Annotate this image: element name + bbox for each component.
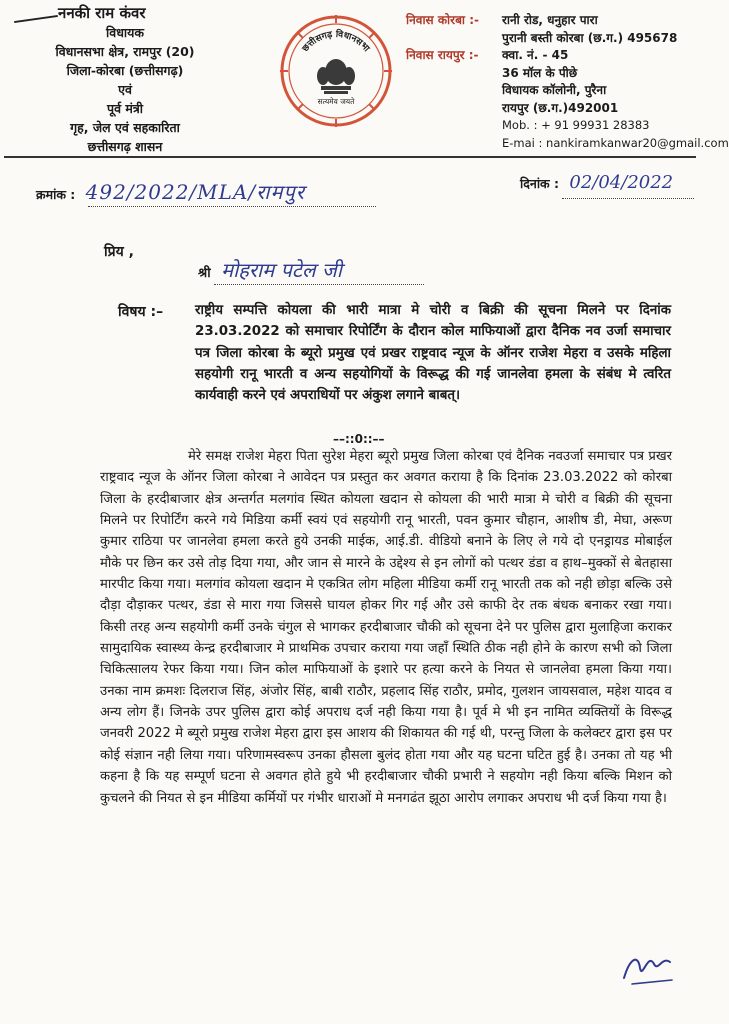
- date-dotted-line: [562, 198, 694, 199]
- sender-line: गृह, जेल एवं सहकारिता: [70, 120, 180, 135]
- date-label: दिनांक :: [520, 176, 560, 191]
- signature-icon: [618, 944, 678, 990]
- sender-line: पूर्व मंत्री: [106, 101, 143, 116]
- seal-motto: सत्यमेव जयते: [317, 97, 355, 106]
- sender-name: ननकी राम कंवर: [58, 4, 146, 22]
- sender-line: विधानसभा क्षेत्र, रामपुर (20): [55, 44, 195, 59]
- assembly-seal-icon: [277, 12, 395, 130]
- korba-address-line: पुरानी बस्ती कोरबा (छ.ग.) 495678: [502, 30, 678, 45]
- korba-address-line: रानी रोड, धनुहार पारा: [502, 13, 598, 27]
- mobile-number: Mob. : + 91 99931 28383: [502, 118, 650, 132]
- sender-line: एवं: [118, 82, 132, 97]
- raipur-address-line: रायपुर (छ.ग.)492001: [502, 100, 619, 115]
- raipur-address-line: 36 मॉल के पीछे: [502, 65, 578, 80]
- sender-line: छत्तीसगढ़ शासन: [87, 139, 163, 154]
- section-divider: ––::0::––: [333, 432, 385, 446]
- subject-label: विषय :–: [118, 304, 164, 320]
- reference-label: क्रमांक :: [36, 187, 76, 202]
- sender-line: विधायक: [106, 25, 144, 40]
- letter-body: मेरे समक्ष राजेश मेहरा पिता सुरेश मेहरा ब्यूरो प्रमुख जिला कोरबा एवं दैनिक नवउर्जा समाचार पत्र प्रखर राष्ट्रवाद न्यूज के ऑनर जिला कोरबा ने आवेदन पत्र प्रस्तुत कर अवगत कराया है कि दिनांक 23.03.2022 को कोरबा जिला के हरदीबाजार क्षेत्र अन्तर्गत मलगांव स्थित कोयला खदान से कोयला की भारी मात्रा मे चोरी व बिक्री की सूचना मिलने पर रिपोर्टिंग करने गये मिडिया कर्मी स्वयं एवं सहयोगी रानू भारती, पवन कुमार चौहान, आशीष डी, मेघा, अरूण कुमार राठिया पर जानलेवा हमला करते हुये उनकी माईक, आई.डी. वीडियो बनाने के लिए ले गये दो एनड्रायड मोबाईल मौके पर छिन कर उसे तोड़ दिया गया, और जान से मारने के उद्देश्य से इन लोगों को पत्थर डंडा व हाथ–मुक्कों से बेतहासा मारपीट किया गया। मलगांव कोयला खदान मे एकत्रित लोग महिला मीडिया कर्मी रानू भारती तक को नही छोड़ा बल्कि उसे दौड़ा दौड़ाकर पत्थर, डंडा से मारा गया जिससे घायल होकर गिर गई और उसे काफी देर तक बंधक बनाकर रखा गया। किसी तरह अन्य सहयोगी कर्मी उनके चंगुल से भागकर हरदीबाजार चौकी को सूचना देने पर पुलिस द्वारा मुलाहिजा कराकर सामुदायिक स्वास्थ्य केन्द्र हरदीबाजार मे प्राथमिक उपचार कराया गया जहाँ स्थिति ठीक नही होने के कारण सभी को जिला चिकित्सालय रेफर किया गया। जिन कोल माफियाओं के इशारे पर हत्या करने के नियत से जानलेवा हमला किया गया। उनका नाम क्रमशः दिलराज सिंह, अंजोर सिंह, बाबी राठौर, प्रहलाद सिंह राठौर, प्रमोद, गुलशन जायसवाल, महेश यादव व अन्य लोग हैं। जिनके उपर पुलिस द्वारा कोई अपराध दर्ज नही किया गया है। पूर्व मे भी इन नामित व्यक्तियों के विरूद्ध जनवरी 2022 मे ब्यूरो प्रमुख राजेश मेहरा द्वारा इस आशय की शिकायत की गई थी, परन्तु जिला के कलेक्टर द्वारा इस पर कोई संज्ञान नही लिया गया। परिणामस्वरूप उनका हौसला बुलंद होता गया और यह घटना घटित हुई है। उनका तो यह भी कहना है कि यह सम्पूर्ण घटना से अवगत होते हुये भी हरदीबाजार चौकी प्रभारी ने सहयोग नही किया बल्कि मिशन को कुचलने की नियत से इन मीडिया कर्मियों पर गंभीर धाराओं मे मनगढंत झूठा आरोप लगाकर अपराध भी दर्ज किया गया है।: [100, 449, 672, 806]
- raipur-address-line: विधायक कॉलोनी, पुरैना: [502, 83, 607, 97]
- raipur-address-line: क्वा. नं. - 45: [502, 48, 569, 62]
- sender-block: [20, 4, 230, 156]
- raipur-residence-label: निवास रायपुर :-: [406, 48, 479, 62]
- letter-date: [520, 172, 673, 193]
- date-value: 02/04/2022: [569, 172, 674, 193]
- addressee-name: मोहराम पटेल जी: [221, 258, 342, 282]
- addressee-dotted-line: [214, 284, 424, 285]
- korba-residence-label: निवास कोरबा :-: [406, 13, 479, 27]
- address-block: [406, 12, 729, 152]
- header-rule: [4, 156, 696, 158]
- addressee-prefix: श्री: [198, 266, 211, 281]
- reference-number: [36, 178, 305, 205]
- addressee: [198, 256, 342, 283]
- reference-dotted-line: [88, 206, 376, 207]
- sender-line: जिला-कोरबा (छत्तीसगढ़): [66, 63, 184, 78]
- seal-arc-text: छत्तीसगढ़ विधानसभा: [300, 29, 372, 54]
- salutation: प्रिय ,: [104, 244, 134, 260]
- subject-text: राष्ट्रीय सम्पत्ति कोयला की भारी मात्रा मे चोरी व बिक्री की सूचना मिलने पर दिनांक 23.03.2022 को समाचार रिपोर्टिंग के दौरान कोल माफियाओं द्वारा दैनिक नव उर्जा समाचार पत्र जिला कोरबा के ब्यूरो प्रमुख एवं प्रखर राष्ट्रवाद न्यूज के ऑनर राजेश मेहरा व उसके महिला सहयोगी रानू भारती व अन्य सहयोगियों के विरूद्ध की गई जानलेवा हमला के संबंध मे त्वरित कार्यवाही करने एवं अपराधियों पर अंकुश लगाने बाबत्।: [195, 303, 671, 404]
- email-address: E-mai : nankiramkanwar20@gmail.com: [502, 135, 729, 150]
- reference-value: 492/2022/MLA/रामपुर: [85, 180, 305, 204]
